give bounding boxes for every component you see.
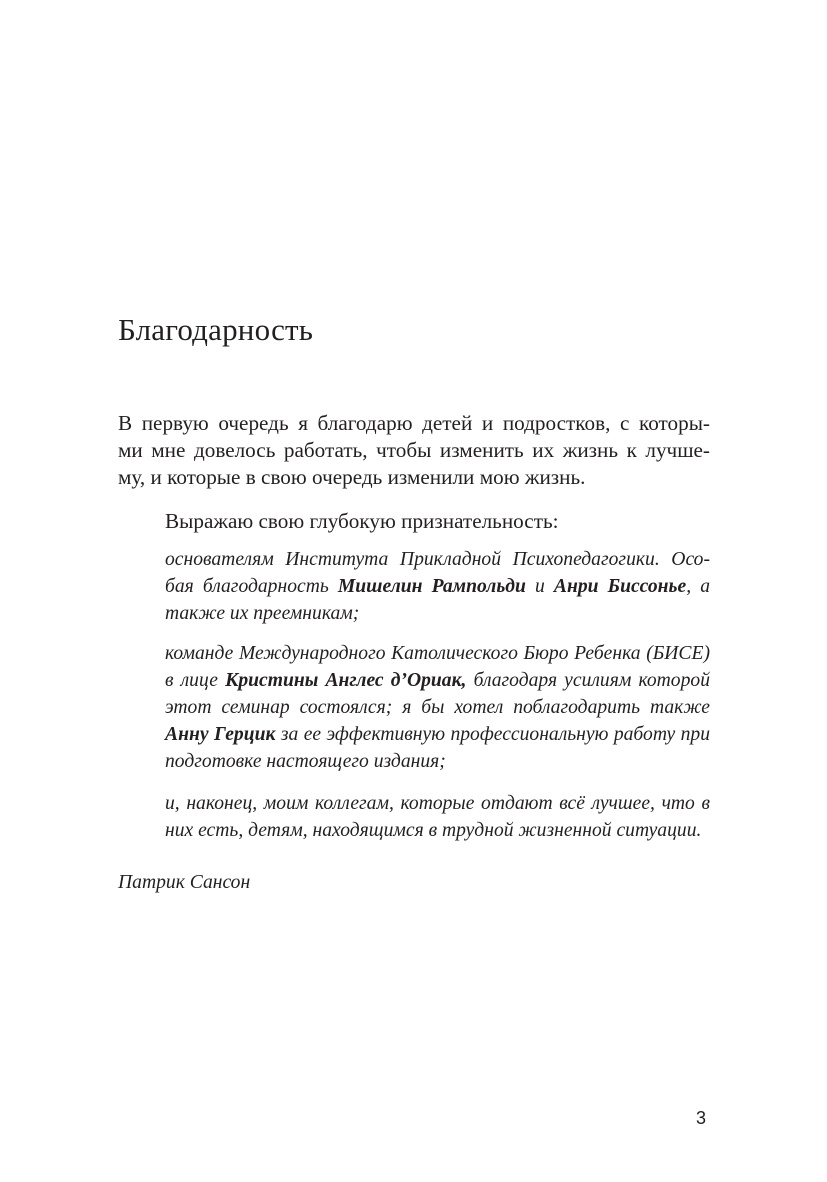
text-line (165, 667, 710, 694)
text-line (165, 573, 710, 600)
gratitude-lead: Выражаю свою глубокую признательность: (165, 509, 559, 533)
acknowledgement-founders (165, 546, 710, 627)
intro-line: В первую очередь я благодарю детей и подростков, с которы- (118, 411, 710, 435)
intro-line: му, и которые в свою очередь изменили мою жизнь. (118, 465, 586, 489)
intro-line: ми мне довелось работать, чтобы изменить их жизнь к лучше- (118, 438, 710, 462)
text-line: основателям Института Прикладной Психопедагогики. Осо- (165, 549, 710, 570)
page-title: Благодарность (118, 312, 314, 347)
intro-paragraph (118, 410, 710, 491)
person-name: Кристины Англес д’Ориак, (225, 670, 467, 691)
acknowledgement-bice (165, 640, 710, 775)
text-line: также их преемникам; (165, 603, 360, 624)
text-line: этот семинар состоялся; я бы хотел поблагодарить также (165, 697, 710, 718)
text-run: благодаря усилиям которой (466, 670, 710, 691)
acknowledgement-colleagues (165, 790, 710, 844)
text-run: в лице (165, 670, 226, 691)
text-line (165, 721, 710, 748)
text-run: , а (686, 576, 710, 597)
text-line: них есть, детям, находящимся в трудной жизненной ситуации. (165, 820, 702, 841)
text-run: за ее эффективную профессиональную работу при (275, 724, 710, 745)
text-run: бая благодарность (165, 576, 338, 597)
text-run: и (525, 576, 554, 597)
person-name: Анри Биссонье (553, 576, 687, 597)
text-line: подготовке настоящего издания; (165, 751, 446, 772)
page-number: 3 (696, 1108, 707, 1128)
text-line: команде Международного Католического Бюро Ребенка (БИСЕ) (165, 643, 710, 664)
author-signature: Патрик Сансон (118, 872, 251, 893)
person-name: Мишелин Рампольди (337, 576, 526, 597)
person-name: Анну Герцик (165, 724, 276, 745)
text-line: и, наконец, моим коллегам, которые отдают всё лучшее, что в (165, 793, 710, 814)
